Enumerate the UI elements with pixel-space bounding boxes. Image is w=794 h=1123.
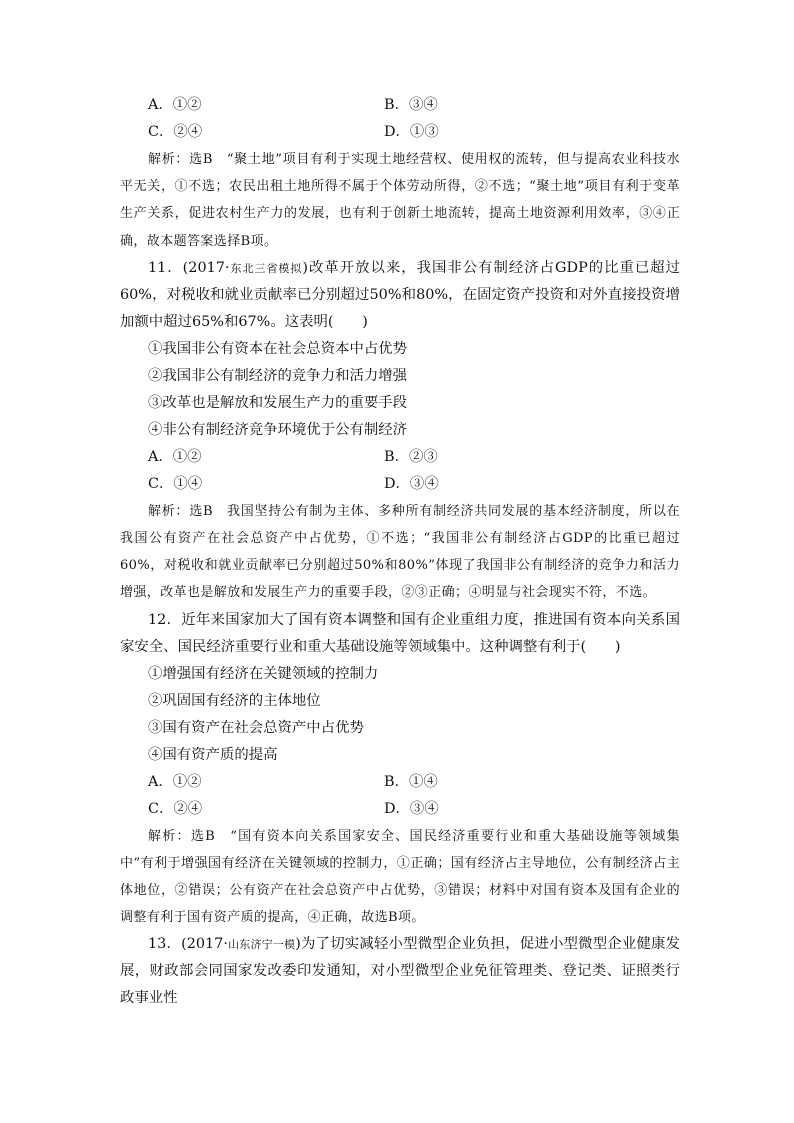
q10-analysis: 解析：选B “聚土地”项目有利于实现土地经营权、使用权的流转，但与提高农业科技水平无关，①不选；农民出租土地所得不属于个体劳动所得，②不选；“聚土地”项目有利于变革生产关系，促进农村生产力的发展，也有利于创新土地流转，提高土地资源利用效率，③④正确，故本题答案选择B项。 xyxy=(120,152,680,249)
option-a: A．①② xyxy=(148,773,202,790)
q11-stem xyxy=(120,255,680,336)
q13-stem-text: )为了切实减轻小型微型企业负担，促进小型微型企业健康发展，财政部会同国家发改委印发通知，对小型微型企业免征管理类、登记类、证照类行政事业性 xyxy=(120,936,681,1007)
q13-stem xyxy=(120,931,680,1012)
q11-number: 11．(2017· xyxy=(148,259,230,276)
q12-item-2: ②巩固国有经济的主体地位 xyxy=(148,692,321,709)
q10-options-row-1 xyxy=(120,92,680,119)
option-d: D．③④ xyxy=(384,800,439,817)
q11-options-row-1 xyxy=(120,444,680,471)
option-b: B．③④ xyxy=(384,97,438,113)
q12-options-row-1 xyxy=(120,769,680,796)
q12-item-4: ④国有资产质的提高 xyxy=(148,746,278,763)
q12-options-row-2 xyxy=(120,796,680,823)
option-b: B．②③ xyxy=(384,448,438,465)
q12-item-1: ①增强国有经济在关键领域的控制力 xyxy=(148,665,379,682)
q11-source: 东北三省模拟 xyxy=(229,261,303,275)
q12-item-3: ③国有资产在社会总资产中占优势 xyxy=(148,719,364,736)
option-c: C．②④ xyxy=(148,124,203,140)
q13-number: 13．(2017· xyxy=(148,936,228,953)
q11-analysis: 解析：选B 我国坚持公有制为主体、多种所有制经济共同发展的基本经济制度，所以在我国公有资产在社会总资产中占优势，①不选；“我国非公有制经济占GDP的比重已超过60%，对税收和就业贡献率已分别超过50%和80%”体现了我国非公有制经济的竞争力和活力增强，改革也是解放和发展生产力的重要手段，②③正确；④明显与社会现实不符，不选。 xyxy=(120,503,680,601)
q12-analysis: 解析：选B “国有资本向关系国家安全、国民经济重要行业和重大基础设施等领域集中”有利于增强国有经济在关键领域的控制力，①正确；国有经济占主导地位，公有制经济占主体地位，②错误；公有资产在社会总资产中占优势，③错误；材料中对国有资本及国有企业的调整有利于国有资产质的提高，④正确，故选B项。 xyxy=(120,828,680,926)
q11-item-1: ①我国非公有资本在社会总资本中占优势 xyxy=(148,340,408,357)
q11-item-3: ③改革也是解放和发展生产力的重要手段 xyxy=(148,394,408,411)
option-a: A．①② xyxy=(148,97,202,113)
option-a: A．①② xyxy=(148,448,202,465)
option-d: D．①③ xyxy=(384,124,439,140)
q11-options-row-2 xyxy=(120,471,680,498)
q11-stem-text: )改革开放以来，我国非公有制经济占GDP的比重已超过60%，对税收和就业贡献率已分别超过50%和80%，在固定资产投资和对外直接投资增加额中超过65%和67%。这表明( ) xyxy=(120,259,681,330)
q12-stem: 12．近年来国家加大了国有资本调整和国有企业重组力度，推进国有资本向关系国家安全、国民经济重要行业和重大基础设施等领域集中。这种调整有利于( ) xyxy=(120,611,680,655)
option-d: D．③④ xyxy=(384,475,439,492)
document-page xyxy=(120,92,680,1012)
option-c: C．①④ xyxy=(148,475,203,492)
option-c: C．②④ xyxy=(148,800,203,817)
option-b: B．①④ xyxy=(384,773,438,790)
q11-item-2: ②我国非公有制经济的竞争力和活力增强 xyxy=(148,367,408,384)
q10-options-row-2 xyxy=(120,119,680,146)
q11-item-4: ④非公有制经济竞争环境优于公有制经济 xyxy=(148,421,408,438)
q13-source: 山东济宁一模 xyxy=(227,938,296,952)
